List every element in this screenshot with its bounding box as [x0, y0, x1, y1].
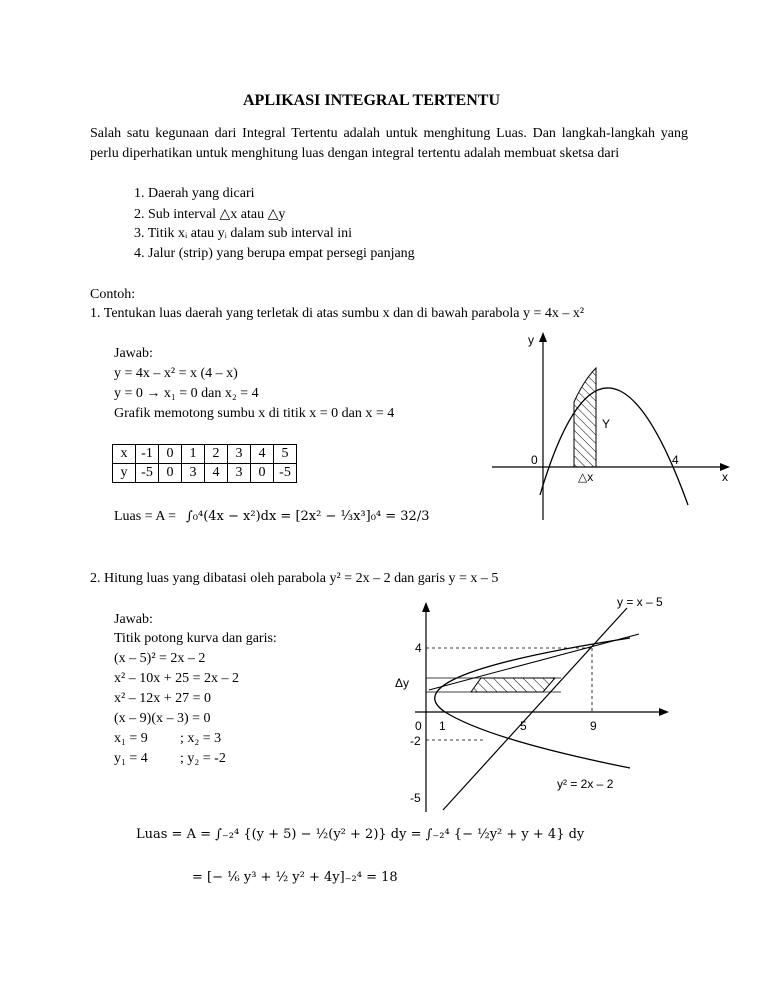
- parabola-curve: [435, 638, 630, 768]
- ex2-luas-line-1: Luas = A = ∫₋₂⁴ {(y + 5) − ½(y² + 2)} dy = ∫₋₂⁴ {− ½y² + y + 4} dy: [136, 827, 585, 842]
- page-title: APLIKASI INTEGRAL TERTENTU: [243, 92, 500, 109]
- table-cell: 3: [228, 445, 251, 464]
- ex1-line-3: Grafik memotong sumbu x di titik x = 0 dan x = 4: [114, 406, 395, 421]
- tick-label-x1: 1: [439, 719, 446, 733]
- ex2-y2: ; y₂ = -2: [180, 751, 226, 766]
- ex2-x2: ; x₂ = 3: [180, 731, 222, 746]
- ex2-line-3: x² – 10x + 25 = 2x – 2: [114, 671, 239, 686]
- ex2-line-4: x² – 12x + 27 = 0: [114, 691, 211, 706]
- table-cell: 0: [159, 445, 182, 464]
- strip-hatch: [574, 368, 596, 467]
- table-cell: y: [113, 464, 136, 483]
- table-cell: 0: [159, 464, 182, 483]
- ex1-question: 1. Tentukan luas daerah yang terletak di atas sumbu x dan di bawah parabola y = 4x – x²: [90, 306, 585, 321]
- ex1-line-2: y = 0 → x₁ = 0 dan x₂ = 4: [114, 386, 259, 401]
- table-row: [113, 464, 297, 483]
- ex1-luas-formula: ∫₀⁴(4x − x²)dx = [2x² − ⅓x³]₀⁴ = 32/3: [186, 509, 430, 524]
- intro-paragraph: Salah satu kegunaan dari Integral Tertentu adalah untuk menghitung Luas. Dan langkah-langkah yang perlu diperhatikan untuk menghitung luas dengan integral tertentu adalah membuat sketsa dari: [90, 126, 688, 161]
- table-cell: 0: [251, 464, 274, 483]
- ex1-luas-label: Luas = A =: [114, 509, 177, 524]
- table-cell: 5: [274, 445, 297, 464]
- ex2-jawab: Jawab:: [114, 612, 153, 627]
- origin-label: 0: [531, 453, 538, 467]
- table-row: [113, 445, 297, 464]
- x-axis-label: x: [722, 470, 728, 484]
- table-cell: 1: [182, 445, 205, 464]
- ex2-question: 2. Hitung luas yang dibatasi oleh parabola y² = 2x – 2 dan garis y = x – 5: [90, 571, 499, 586]
- ex2-line-2: (x – 5)² = 2x – 2: [114, 651, 206, 666]
- dy-label: Δy: [395, 676, 410, 690]
- table-cell: x: [113, 445, 136, 464]
- table-cell: -5: [274, 464, 297, 483]
- step-4: 4. Jalur (strip) yang berupa empat persegi panjang: [134, 246, 415, 261]
- ex2-graph: [385, 590, 685, 815]
- step-2: 2. Sub interval △x atau △y: [134, 207, 286, 222]
- tick-label-x9: 9: [590, 719, 597, 733]
- parabola-label: y² = 2x – 2: [557, 777, 614, 791]
- contoh-label: Contoh:: [90, 287, 136, 302]
- step-3: 3. Titik xᵢ atau yᵢ dalam sub interval ini: [134, 226, 353, 241]
- table-cell: 4: [205, 464, 228, 483]
- table-cell: 2: [205, 445, 228, 464]
- origin-label: 0: [415, 719, 422, 733]
- tick-label-y4: 4: [415, 641, 422, 655]
- table-cell: 3: [182, 464, 205, 483]
- dx-label: △x: [578, 470, 594, 484]
- ex1-jawab: Jawab:: [114, 346, 153, 361]
- y-axis-arrow: [539, 332, 547, 342]
- ex2-x1: x₁ = 9: [114, 731, 148, 746]
- table-cell: 3: [228, 464, 251, 483]
- ex2-line-1: Titik potong kurva dan garis:: [114, 631, 277, 646]
- table-cell: -5: [136, 464, 159, 483]
- curve-y-label: Y: [602, 417, 611, 431]
- y-axis-arrow: [422, 602, 430, 612]
- ex1-line-1: y = 4x – x² = x (4 – x): [114, 366, 238, 381]
- tick-label-yneg2: -2: [410, 734, 421, 748]
- ex2-y1: y₁ = 4: [114, 751, 148, 766]
- ex2-luas-line-2: = [− ⅙ y³ + ½ y² + 4y]₋₂⁴ = 18: [192, 870, 398, 885]
- ex1-graph: [482, 330, 742, 525]
- tick-label-x5: 5: [520, 719, 527, 733]
- y-axis-label: y: [528, 333, 534, 347]
- ex2-line-5: (x – 9)(x – 3) = 0: [114, 711, 211, 726]
- table-cell: 4: [251, 445, 274, 464]
- table-cell: -1: [136, 445, 159, 464]
- line-label: y = x – 5: [617, 595, 663, 609]
- tick-label-yneg5: -5: [410, 791, 421, 805]
- root-label: 4: [672, 453, 679, 467]
- parabola-curve: [540, 388, 688, 505]
- x-axis-arrow: [659, 708, 669, 716]
- ex1-value-table: [112, 444, 297, 483]
- strip-hatch: [471, 678, 555, 692]
- step-1: 1. Daerah yang dicari: [134, 186, 255, 201]
